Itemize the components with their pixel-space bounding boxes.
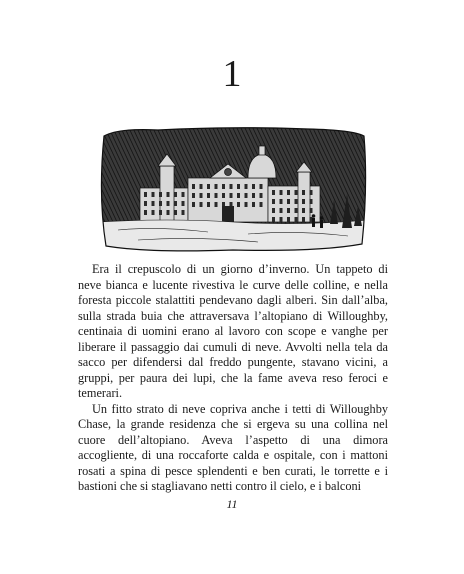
window [302,199,305,204]
window [159,201,162,206]
window [152,201,155,206]
window [287,199,290,204]
window [159,192,162,197]
page-number: 11 [226,497,238,511]
window [215,193,218,198]
window [302,190,305,195]
window [182,192,185,197]
window [167,192,170,197]
window [192,184,195,189]
window [272,190,275,195]
window [287,208,290,213]
window [207,184,210,189]
window [237,184,240,189]
window [272,199,275,204]
window [245,184,248,189]
window [207,193,210,198]
window [215,184,218,189]
window [174,210,177,215]
window [174,201,177,206]
window [260,193,263,198]
chapter-number: 1 [222,53,242,95]
window [167,210,170,215]
window [182,210,185,215]
window [222,193,225,198]
window [295,217,298,222]
window [200,202,203,207]
window [222,184,225,189]
window [245,202,248,207]
window [260,202,263,207]
window [280,217,283,222]
window [237,202,240,207]
window [310,208,313,213]
window [280,208,283,213]
manor-house-illustration [98,126,368,254]
window [245,193,248,198]
window [182,201,185,206]
window [174,192,177,197]
window [230,184,233,189]
window [144,210,147,215]
window [302,208,305,213]
chapter-body-text [78,262,388,495]
window [280,190,283,195]
hatch-stroke [98,126,100,254]
window [200,184,203,189]
window [310,199,313,204]
window [167,201,170,206]
window [237,193,240,198]
window [252,184,255,189]
window [287,217,290,222]
window [295,208,298,213]
window [144,201,147,206]
window [252,202,255,207]
window [152,192,155,197]
window [159,210,162,215]
window [144,192,147,197]
window [295,199,298,204]
window [252,193,255,198]
paragraph: Un fitto strato di neve copriva anche i tetti di Willoughby Chase, la grande residenza che si ergeva su una collina nel cuore dell’altopiano. Aveva l’aspetto di una dimora accogliente, di una roccaforte calda e ospitale, con i mattoni rosati a spina di pesce splendenti e ben curati, le torrette e i bastioni che si stagliavano netti contro il cielo, e i balconi [78,401,388,493]
window [200,193,203,198]
window [287,190,290,195]
paragraph: Era il crepuscolo di un giorno d’inverno. Un tappeto di neve bianca e lucente rivestiva le curve delle colline, e nella foresta piccole stalattiti pendevano dagli alberi. Sin dall’alba, sulla strada buia che attraversava l’altopiano di Willoughby, centinaia di uomini erano al lavoro con scope e vanghe per liberare il passaggio dai cumuli di neve. Avvolti nella tela da sacco per difendersi dal freddo pungente, stavano vicini, a gruppi, per paura dei lupi, che la fame aveva reso feroci e temerari. [78,262,388,400]
window [272,208,275,213]
window [152,210,155,215]
window [272,217,275,222]
window [215,202,218,207]
window [260,184,263,189]
window [230,193,233,198]
window [295,190,298,195]
window [310,190,313,195]
window [192,193,195,198]
window [192,202,195,207]
window [280,199,283,204]
window [207,202,210,207]
window [302,217,305,222]
